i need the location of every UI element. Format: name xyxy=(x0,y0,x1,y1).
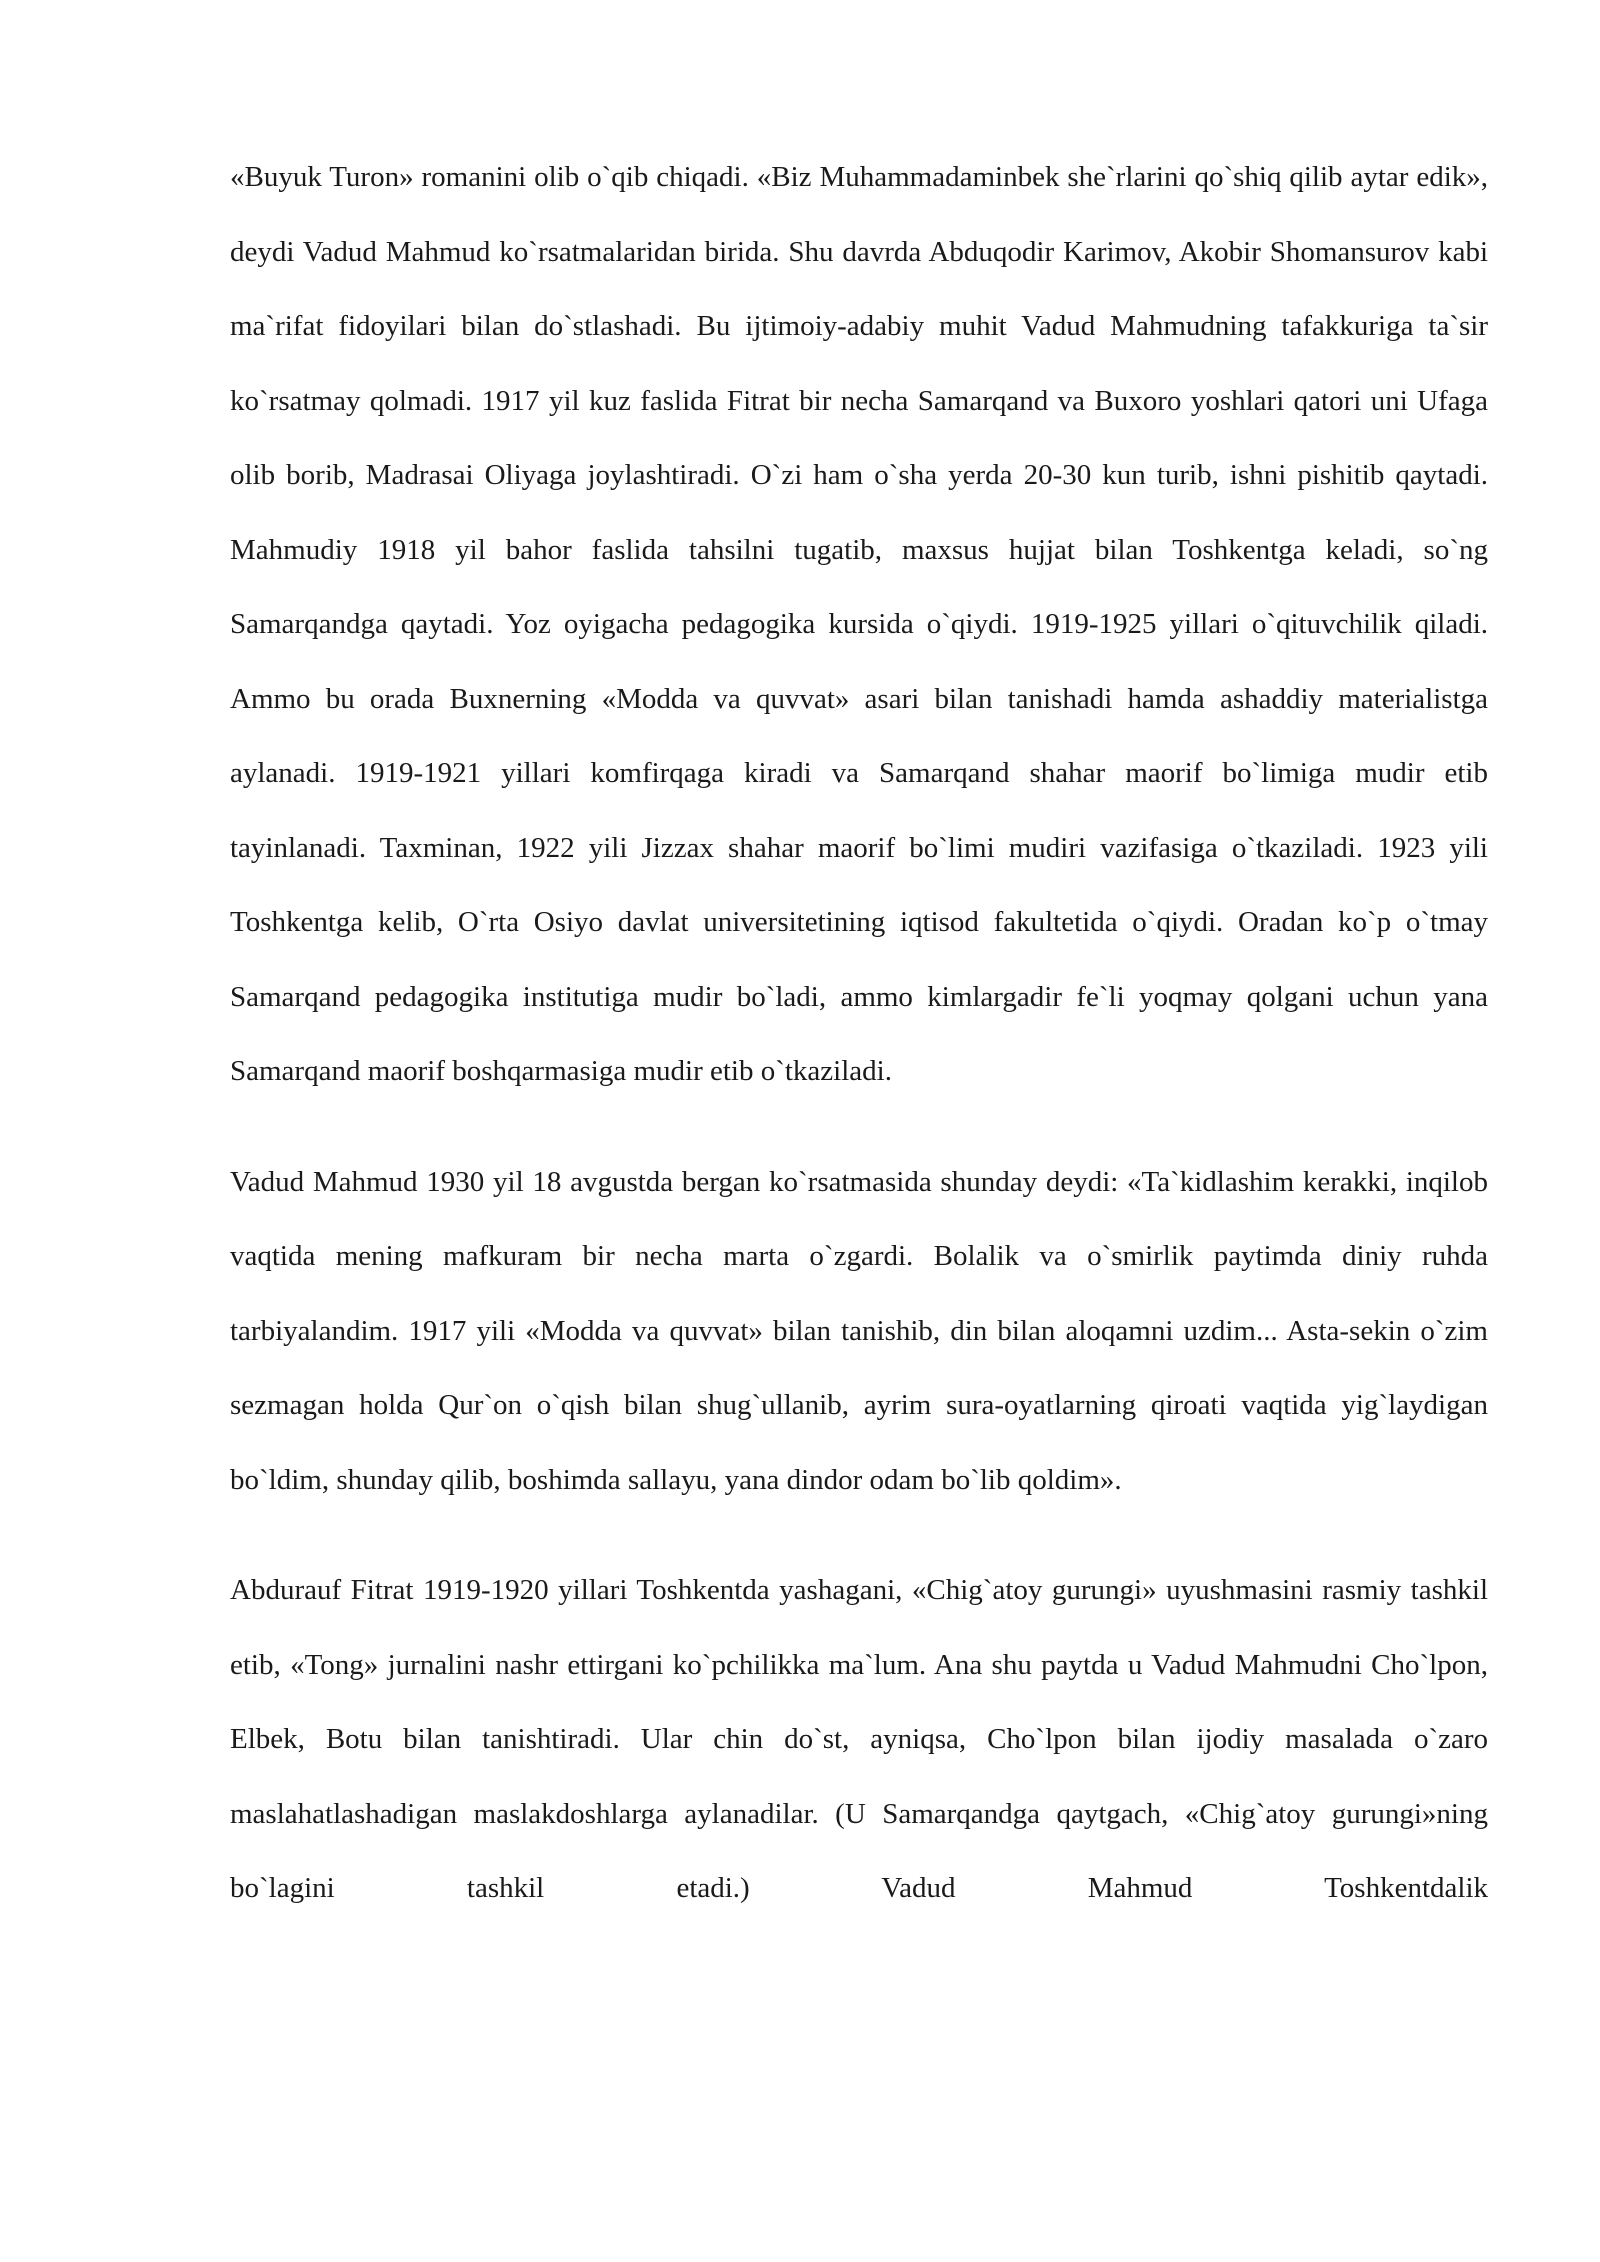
document-page xyxy=(230,140,1488,1926)
paragraph-1: «Buyuk Turon» romanini olib o`qib chiqadi. «Biz Muhammadaminbek she`rlarini qo`shiq qilib aytar edik», deydi Vadud Mahmud ko`rsatmalaridan birida. Shu davrda Abduqodir Karimov, Akobir Shomansurov kabi ma`rifat fidoyilari bilan do`stlashadi. Bu ijtimoiy-adabiy muhit Vadud Mahmudning tafakkuriga ta`sir ko`rsatmay qolmadi. 1917 yil kuz faslida Fitrat bir necha Samarqand va Buxoro yoshlari qatori uni Ufaga olib borib, Madrasai Oliyaga joylashtiradi. O`zi ham o`sha yerda 20-30 kun turib, ishni pishitib qaytadi. Mahmudiy 1918 yil bahor faslida tahsilni tugatib, maxsus hujjat bilan Toshkentga keladi, so`ng Samarqandga qaytadi. Yoz oyigacha pedagogika kursida o`qiydi. 1919-1925 yillari o`qituvchilik qiladi. Ammo bu orada Buxnerning «Modda va quvvat» asari bilan tanishadi hamda ashaddiy materialistga aylanadi. 1919-1921 yillari komfirqaga kiradi va Samarqand shahar maorif bo`limiga mudir etib tayinlanadi. Taxminan, 1922 yili Jizzax shahar maorif bo`limi mudiri vazifasiga o`tkaziladi. 1923 yili Toshkentga kelib, O`rta Osiyo davlat universitetining iqtisod fakultetida o`qiydi. Oradan ko`p o`tmay Samarqand pedagogika institutiga mudir bo`ladi, ammo kimlargadir fe`li yoqmay qolgani uchun yana Samarqand maorif boshqarmasiga mudir etib o`tkaziladi. xyxy=(230,161,1488,1087)
paragraph-2: Vadud Mahmud 1930 yil 18 avgustda bergan ko`rsatmasida shunday deydi: «Ta`kidlashim kerakki, inqilob vaqtida mening mafkuram bir necha marta o`zgardi. Bolalik va o`smirlik paytimda diniy ruhda tarbiyalandim. 1917 yili «Modda va quvvat» bilan tanishib, din bilan aloqamni uzdim... Asta-sekin o`zim sezmagan holda Qur`on o`qish bilan shug`ullanib, ayrim sura-oyatlarning qiroati vaqtida yig`laydigan bo`ldim, shunday qilib, boshimda sallayu, yana dindor odam bo`lib qoldim». xyxy=(230,1165,1488,1496)
paragraph-3: Abdurauf Fitrat 1919-1920 yillari Toshkentda yashagani, «Chig`atoy gurungi» uyushmasini rasmiy tashkil etib, «Tong» jurnalini nashr ettirgani ko`pchilikka ma`lum. Ana shu paytda u Vadud Mahmudni Cho`lpon, Elbek, Botu bilan tanishtiradi. Ular chin do`st, ayniqsa, Cho`lpon bilan ijodiy masalada o`zaro maslahatlashadigan maslakdoshlarga aylanadilar. (U Samarqandga qaytgach, «Chig`atoy gurungi»ning bo`lagini tashkil etadi.) Vadud Mahmud Toshkentdalik xyxy=(230,1574,1488,1904)
